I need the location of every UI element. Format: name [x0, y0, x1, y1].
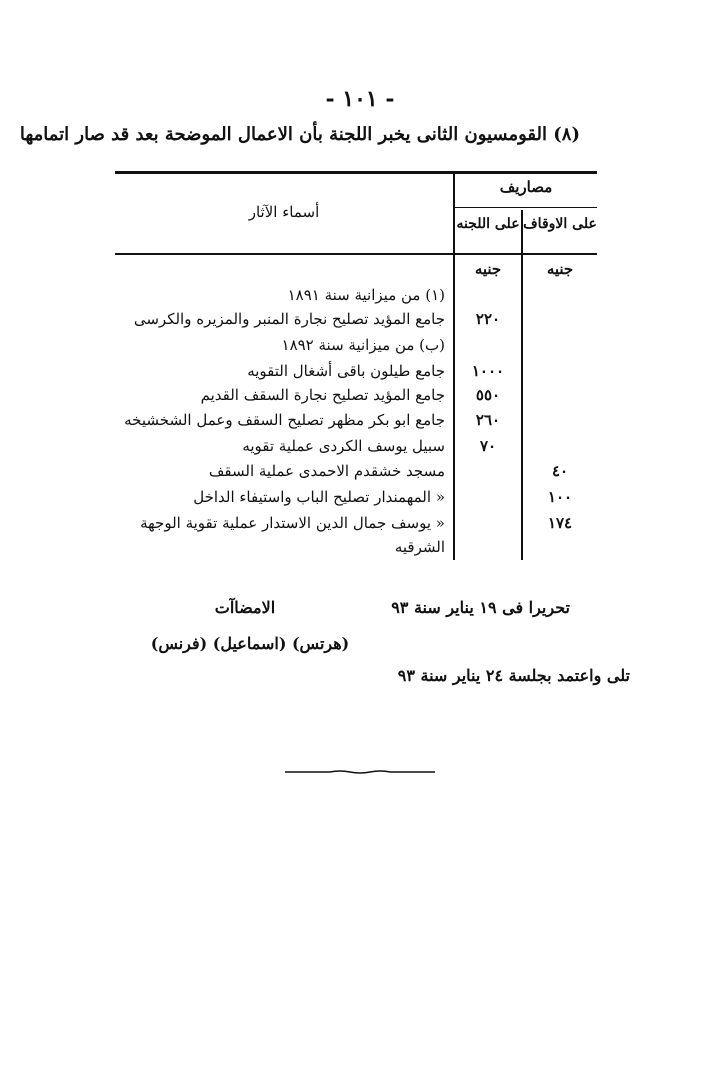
amount-committee: ٢٦٠	[475, 411, 501, 429]
amount-committee: ٢٢٠	[475, 310, 501, 328]
header-on-awqaf: على الاوقاف	[523, 216, 597, 232]
date-line: تحريرا فى ١٩ يناير سنة ٩٣	[391, 598, 570, 617]
amount-committee: ١٠٠٠	[471, 362, 505, 380]
expenses-underline	[455, 207, 597, 208]
list-item: « يوسف جمال الدين الاستدار عملية تقوية الوجهة	[140, 514, 445, 532]
amount-committee: ٧٠	[479, 437, 497, 455]
header-monument-names: أسماء الآثار	[248, 203, 320, 221]
ornamental-rule	[285, 770, 435, 774]
list-item: (١) من ميزانية سنة ١٨٩١	[287, 286, 445, 304]
table-top-rule	[115, 171, 597, 174]
list-item: جامع المؤيد تصليح نجارة السقف القديم	[200, 386, 445, 404]
header-expenses: مصاريف	[499, 178, 553, 196]
list-item: « المهمندار تصليح الباب واستيفاء الداخل	[193, 488, 445, 506]
signatures-label: الامضاآت	[214, 598, 276, 617]
header-on-committee: على اللجنه	[456, 216, 520, 232]
list-item: الشرقيه	[394, 538, 445, 556]
amount-committee: ٥٥٠	[475, 386, 501, 404]
page-number: - ١٠١ -	[325, 86, 395, 112]
section-heading: (٨) القومسيون الثانى يخبر اللجنة بأن الاعمال الموضحة بعد قد صار اتمامها	[19, 124, 580, 145]
list-item: جامع ابو بكر مظهر تصليح السقف وعمل الشخشيخه	[124, 411, 445, 429]
approval-line: تلى واعتمد بجلسة ٢٤ يناير سنة ٩٣	[397, 666, 630, 685]
amount-awqaf: ١٧٤	[547, 514, 573, 532]
list-item: جامع طيلون باقى أشغال التقويه	[247, 362, 445, 380]
amount-awqaf: ١٠٠	[547, 488, 573, 506]
amount-awqaf: ٤٠	[551, 462, 569, 480]
list-item: جامع المؤيد تصليح نجارة المنبر والمزيره والكرسى	[133, 310, 445, 328]
list-item: (ب) من ميزانية سنة ١٨٩٢	[281, 336, 445, 354]
list-item: سبيل يوسف الكردى عملية تقويه	[242, 437, 445, 455]
signatures: (هرتس) (اسماعيل) (فرنس)	[150, 634, 350, 653]
list-item: مسجد خشقدم الاحمدى عملية السقف	[208, 462, 445, 480]
unit-awqaf: جنيه	[546, 260, 574, 278]
header-bottom-rule	[115, 253, 597, 255]
unit-committee: جنيه	[474, 260, 502, 278]
